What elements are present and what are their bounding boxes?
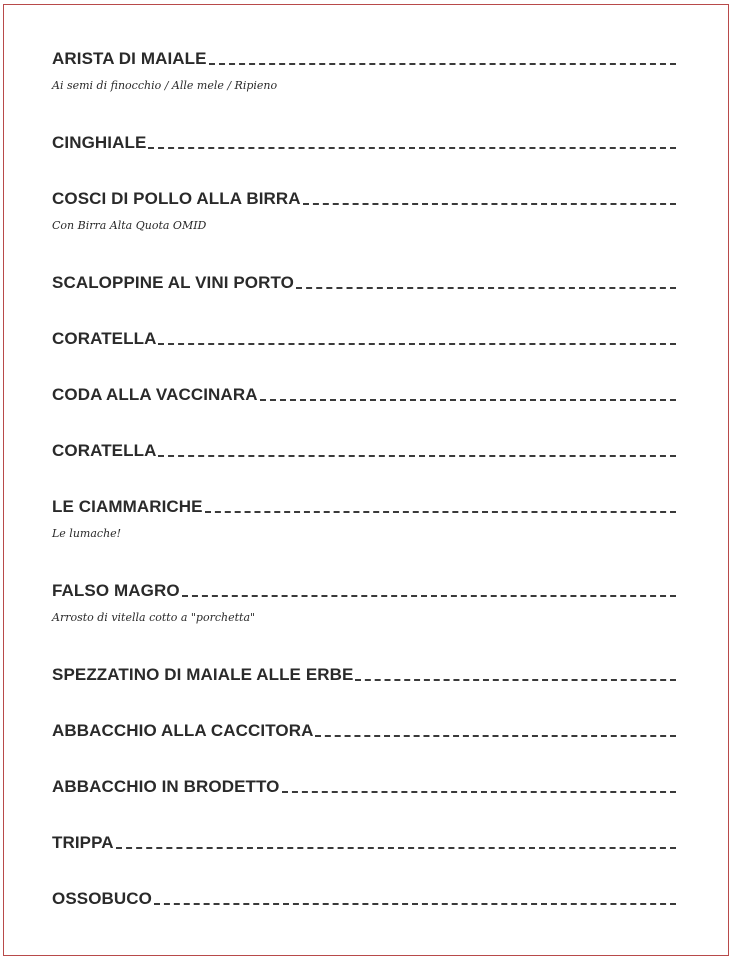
menu-item-description: Con Birra Alta Quota OMID — [52, 219, 207, 232]
dotted-leader — [209, 63, 676, 65]
dotted-leader — [182, 595, 676, 597]
dotted-leader — [205, 511, 676, 513]
menu-item-name: OSSOBUCO — [52, 889, 152, 908]
menu-item — [52, 831, 676, 853]
menu-item-row — [52, 271, 676, 293]
menu-item-name: SCALOPPINE AL VINI PORTO — [52, 273, 295, 292]
menu-item — [52, 887, 676, 909]
menu-item — [52, 131, 676, 153]
menu-item-row — [52, 439, 676, 461]
menu-item-row — [52, 887, 676, 909]
menu-item-name: COSCI DI POLLO ALLA BIRRA — [52, 189, 301, 208]
menu-item-row — [52, 579, 676, 601]
menu-item-name: ABBACCHIO ALLA CACCITORA — [52, 721, 314, 740]
dotted-leader — [116, 847, 676, 849]
menu-item-name: SPEZZATINO DI MAIALE ALLE ERBE — [52, 665, 354, 684]
dotted-leader — [154, 903, 676, 905]
menu-item-name: CINGHIALE — [52, 133, 147, 152]
menu-item-name: ARISTA DI MAIALE — [52, 49, 207, 68]
menu-item-name: CORATELLA — [52, 441, 157, 460]
menu-item — [52, 271, 676, 293]
menu-item — [52, 187, 676, 232]
menu-item-row — [52, 47, 676, 69]
menu-item — [52, 579, 676, 624]
menu-item-row — [52, 719, 676, 741]
menu-item-name: CORATELLA — [52, 329, 157, 348]
dotted-leader — [260, 399, 676, 401]
menu-item — [52, 495, 676, 540]
menu-item-name: TRIPPA — [52, 833, 114, 852]
menu-item — [52, 383, 676, 405]
menu-item-name: FALSO MAGRO — [52, 581, 180, 600]
menu-item-description: Arrosto di vitella cotto a "porchetta" — [52, 611, 256, 624]
dotted-leader — [296, 287, 676, 289]
dotted-leader — [158, 343, 676, 345]
menu-item-name: CODA ALLA VACCINARA — [52, 385, 258, 404]
dotted-leader — [303, 203, 676, 205]
menu-item-row — [52, 663, 676, 685]
menu-item — [52, 47, 676, 92]
menu-item — [52, 663, 676, 685]
menu-item — [52, 775, 676, 797]
dotted-leader — [355, 679, 676, 681]
menu-item-description: Le lumache! — [52, 527, 122, 540]
dotted-leader — [148, 147, 676, 149]
menu-item — [52, 719, 676, 741]
menu-item-row — [52, 383, 676, 405]
menu-item-row — [52, 131, 676, 153]
menu-item-row — [52, 327, 676, 349]
menu-item-row — [52, 831, 676, 853]
dotted-leader — [315, 735, 676, 737]
menu-item — [52, 439, 676, 461]
menu-item-row — [52, 495, 676, 517]
dotted-leader — [158, 455, 676, 457]
menu-item-row — [52, 187, 676, 209]
menu-item-description: Ai semi di finocchio / Alle mele / Ripieno — [52, 79, 278, 92]
menu-item-name: LE CIAMMARICHE — [52, 497, 203, 516]
dotted-leader — [282, 791, 676, 793]
menu-item-row — [52, 775, 676, 797]
menu-item — [52, 327, 676, 349]
menu-item-name: ABBACCHIO IN BRODETTO — [52, 777, 280, 796]
